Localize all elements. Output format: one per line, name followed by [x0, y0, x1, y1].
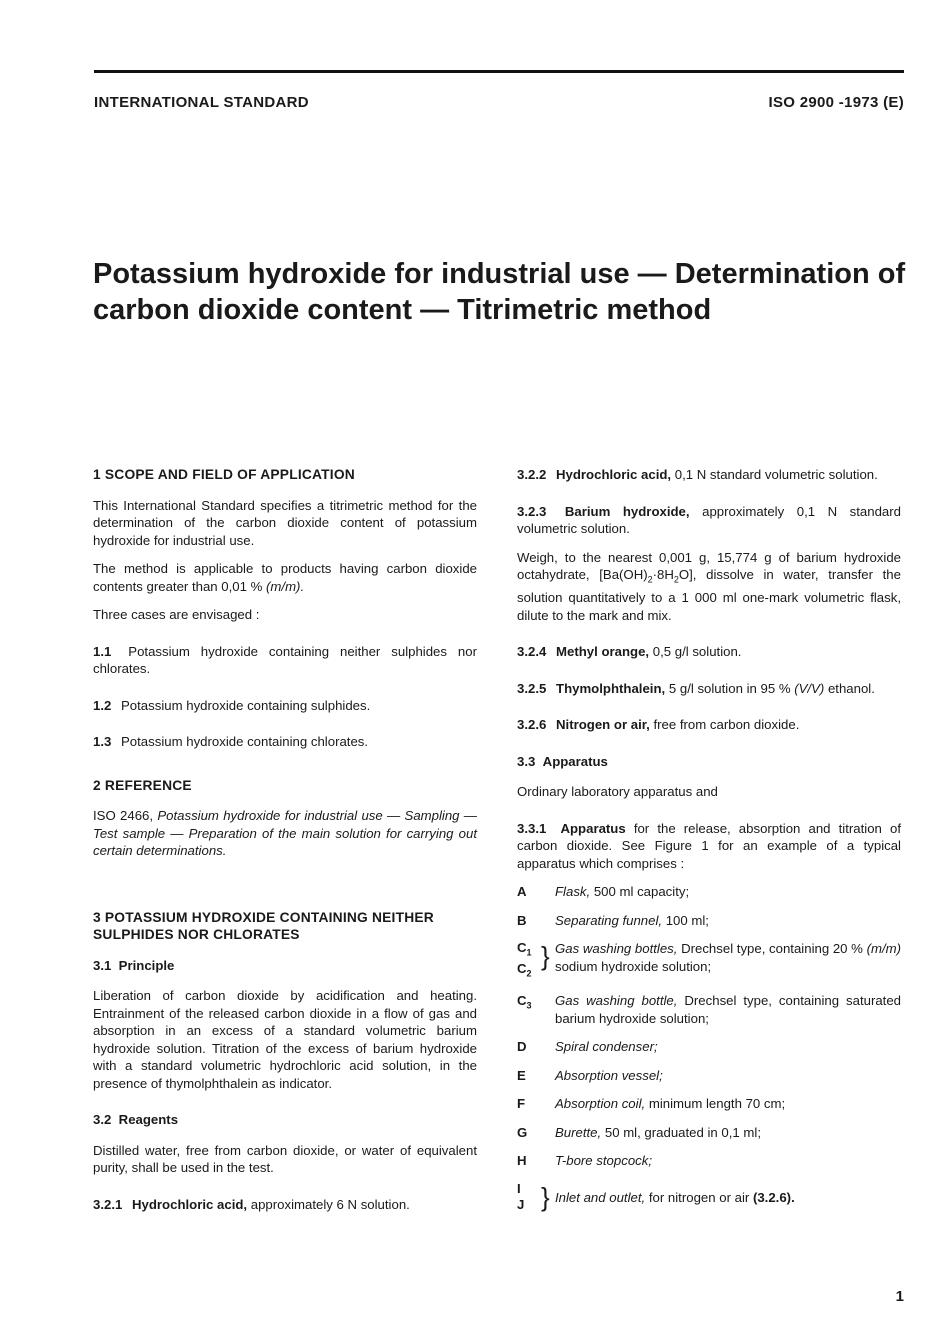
- title-line-2: carbon dioxide content — Titrimetric method: [93, 294, 712, 326]
- document-number: ISO 2900 -1973 (E): [768, 94, 904, 111]
- case-1-2: 1.2 Potassium hydroxide containing sulphides.: [93, 697, 371, 713]
- subsection-3-2-heading: 3.2 Reagents: [93, 1112, 179, 1127]
- reagent-3-2-1: 3.2.1 Hydrochloric acid, approximately 6 N solution.: [93, 1196, 410, 1212]
- section-1-heading: 1 SCOPE AND FIELD OF APPLICATION: [93, 467, 355, 482]
- apparatus-item-c3: $C_3$ Gas washing bottle, Drechsel type, containing saturated barium hydroxide solution;: [517, 993, 901, 1026]
- reagent-3-2-5: 3.2.5 Thymolphthalein, 5 g/l solution in 95 % (V/V) ethanol.: [517, 680, 875, 696]
- section-2-heading: 2 REFERENCE: [93, 777, 192, 793]
- title-line-1: Potassium hydroxide for industrial use — Determination of: [93, 258, 906, 290]
- apparatus-item-d: D Spiral condenser;: [517, 1039, 658, 1055]
- apparatus-item-a: A Flask, 500 ml capacity;: [517, 884, 690, 900]
- right-column: [517, 466, 901, 1224]
- header-rule: [94, 70, 904, 73]
- brace-icon: }: [541, 1181, 550, 1212]
- reagents-paragraph: Distilled water, free from carbon dioxide, or water of equivalent purity, shall be used in the test.: [93, 1142, 477, 1175]
- subsection-3-3-heading: 3.3 Apparatus: [517, 753, 608, 769]
- cases-intro: Three cases are envisaged :: [93, 607, 260, 622]
- apparatus-item-f: F Absorption coil, minimum length 70 cm;: [517, 1096, 786, 1112]
- left-column: [93, 466, 477, 1224]
- page-number: 1: [895, 1288, 904, 1305]
- section-3-heading: 3 POTASSIUM HYDROXIDE CONTAINING NEITHER SULPHIDES NOR CHLORATES: [93, 909, 434, 942]
- document-type: INTERNATIONAL STANDARD: [94, 94, 309, 111]
- case-1-1: 1.1 Potassium hydroxide containing neither sulphides nor chlorates.: [93, 643, 477, 676]
- reagent-3-2-2: 3.2.2 Hydrochloric acid, 0,1 N standard volumetric solution.: [517, 467, 878, 482]
- reference-paragraph: ISO 2466, Potassium hydroxide for industrial use — Sampling — Test sample — Preparation of the main solution for carrying out certain determinations.: [93, 808, 477, 858]
- subsection-3-1-heading: 3.1 Principle: [93, 957, 175, 973]
- apparatus-item-e: E Absorption vessel;: [517, 1067, 663, 1083]
- apparatus-item-h: H T-bore stopcock;: [517, 1153, 652, 1169]
- apparatus-item-c1-c2: $C_1$ $C_2$ } Gas washing bottles, Drechsel type, containing 20 % (m/m) sodium hydroxide solution;: [517, 940, 901, 981]
- reagent-3-2-3: 3.2.3 Barium hydroxide, approximately 0,1 N standard volumetric solution.: [517, 503, 901, 536]
- brace-icon: }: [541, 941, 550, 972]
- apparatus-3-3-1: 3.3.1 Apparatus for the release, absorption and titration of carbon dioxide. See Figure 1 for an example of a typical apparatus which comprises :: [517, 820, 901, 871]
- reagent-3-2-3-preparation: Weigh, to the nearest 0,001 g, 15,774 g of barium hydroxide octahydrate, $[Ba(OH)_2\cdot 8H_2O]$, dissolve in water, transfer the solution quantitatively to a 1 000 ml one-mark volumetric flask, dilute to the mark and mix.: [517, 549, 901, 623]
- case-1-3: 1.3 Potassium hydroxide containing chlorates.: [93, 734, 369, 749]
- apparatus-item-g: G Burette, 50 ml, graduated in 0,1 ml;: [517, 1124, 761, 1140]
- reagent-3-2-4: 3.2.4 Methyl orange, 0,5 g/l solution.: [517, 644, 742, 660]
- applicability-paragraph: The method is applicable to products having carbon dioxide contents greater than 0,01 % (m/m).: [93, 561, 477, 594]
- scope-paragraph: This International Standard specifies a titrimetric method for the determination of the carbon dioxide content of potassium hydroxide for industrial use.: [93, 497, 477, 548]
- reagent-3-2-6: 3.2.6 Nitrogen or air, free from carbon dioxide.: [517, 717, 800, 733]
- principle-paragraph: Liberation of carbon dioxide by acidification and heating. Entrainment of the released carbon dioxide in a flow of gas and absorption in an excess of a standard volumetric barium hydroxide solution. Titration of the excess of barium hydroxide with a standard volumetric hydrochloric acid solution, in the presence of thymolphthalein as indicator.: [93, 988, 477, 1091]
- apparatus-intro: Ordinary laboratory apparatus and: [517, 784, 718, 800]
- page-title: [93, 256, 913, 328]
- apparatus-item-i-j: I J } Inlet and outlet, for nitrogen or air (3.2.6).: [517, 1180, 795, 1212]
- apparatus-item-b: B Separating funnel, 100 ml;: [517, 912, 709, 928]
